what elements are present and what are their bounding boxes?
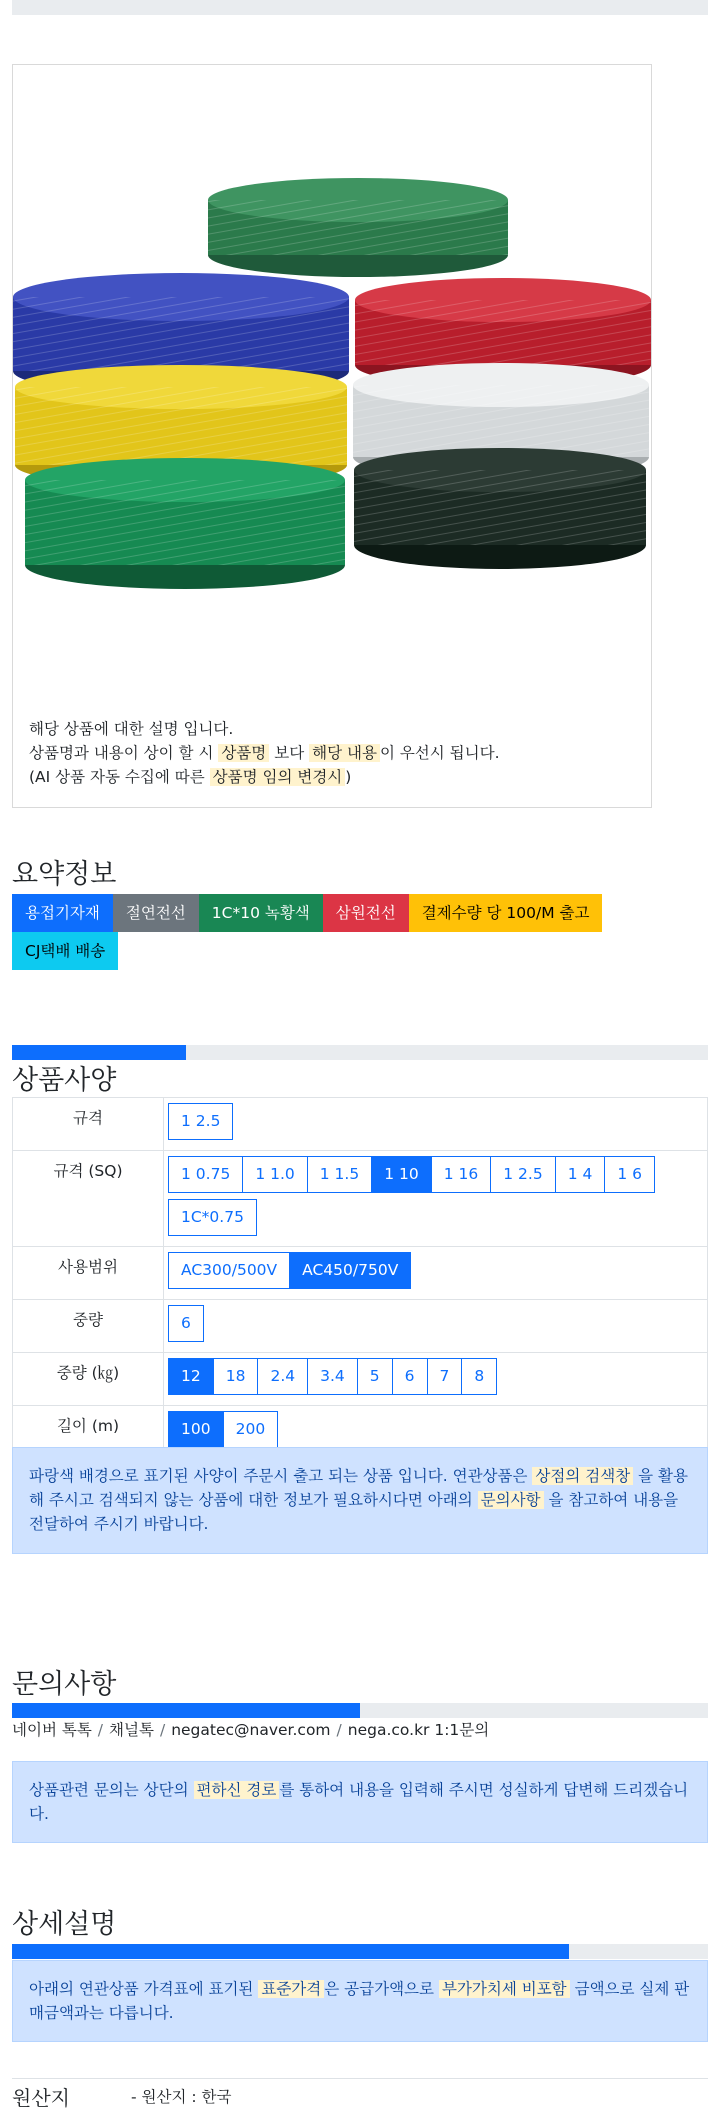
highlight-standard-price: 표준가격 xyxy=(258,1980,324,1998)
spec-option-button[interactable]: 1 1.5 xyxy=(307,1156,372,1193)
spec-option-button[interactable]: 1 1.0 xyxy=(242,1156,307,1193)
origin-divider xyxy=(12,2078,708,2079)
spec-key: 길이 (m) xyxy=(13,1406,164,1459)
spec-option-button[interactable]: 18 xyxy=(213,1358,259,1395)
detail-notice: 아래의 연관상품 가격표에 표기된 표준가격 은 공급가액으로 부가가치세 비포함 금액으로 실제 판매금액과는 다릅니다. xyxy=(12,1960,708,2042)
spec-key: 규격 xyxy=(13,1098,164,1151)
contact-links xyxy=(12,1718,489,1740)
highlight-inquiry: 문의사항 xyxy=(478,1491,544,1509)
highlight-content: 해당 내용 xyxy=(309,744,380,762)
spec-option-button[interactable]: 3.4 xyxy=(307,1358,358,1395)
spec-option-button[interactable]: 7 xyxy=(427,1358,463,1395)
spec-key: 사용범위 xyxy=(13,1247,164,1300)
contact-separator: / xyxy=(159,1721,166,1739)
highlight-store-search: 상점의 검색창 xyxy=(532,1467,633,1485)
spec-option-button[interactable]: 1 10 xyxy=(371,1156,432,1193)
spec-option-button[interactable]: 1 16 xyxy=(431,1156,492,1193)
contact-link[interactable]: 채널톡 xyxy=(109,1721,154,1739)
spec-key: 규격 (SQ) xyxy=(13,1151,164,1247)
spec-option-button[interactable]: 8 xyxy=(461,1358,497,1395)
summary-badge: CJ택배 배송 xyxy=(12,932,118,970)
summary-title: 요약정보 xyxy=(12,859,117,890)
origin-value: - 원산지 : 한국 xyxy=(131,2088,232,2106)
spec-option-button[interactable]: 1 4 xyxy=(555,1156,606,1193)
description-line-3: (AI 상품 자동 수집에 따른 상품명 임의 변경시 ) xyxy=(29,768,352,786)
product-photo-wire-rolls xyxy=(13,65,651,625)
spec-option-button[interactable]: AC300/500V xyxy=(168,1252,290,1289)
inquiry-progress-bar xyxy=(12,1703,708,1718)
detail-progress-fill xyxy=(12,1944,569,1959)
spec-option-button[interactable]: AC450/750V xyxy=(289,1252,411,1289)
summary-badge: 용접기자재 xyxy=(12,894,113,932)
spec-option-button[interactable]: 1 6 xyxy=(604,1156,655,1193)
detail-title: 상세설명 xyxy=(12,1909,117,1940)
spec-option-button[interactable]: 1 0.75 xyxy=(168,1156,243,1193)
highlight-product-name: 상품명 xyxy=(218,744,269,762)
product-description xyxy=(29,717,500,789)
spec-values xyxy=(164,1098,708,1151)
spec-row xyxy=(13,1247,708,1300)
contact-separator: / xyxy=(97,1721,104,1739)
spec-key: 중량 xyxy=(13,1300,164,1353)
summary-badge: 1C*10 녹황색 xyxy=(199,894,323,932)
spec-option-button[interactable]: 100 xyxy=(168,1411,224,1448)
highlight-preferred-route: 편하신 경로 xyxy=(194,1781,280,1799)
contact-separator: / xyxy=(336,1721,342,1739)
detail-progress-bar xyxy=(12,1944,708,1959)
inquiry-progress-fill xyxy=(12,1703,360,1718)
highlight-name-change: 상품명 임의 변경시 xyxy=(210,768,346,786)
spec-row xyxy=(13,1098,708,1151)
spec-notice: 파랑색 배경으로 표기된 사양이 주문시 출고 되는 상품 입니다. 연관상품은 상점의 검색창 을 활용해 주시고 검색되지 않는 상품에 대한 정보가 필요하시다면 아래의 문의사항 을 참고하여 내용을 전달하여 주시기 바랍니다. xyxy=(12,1447,708,1554)
inquiry-title: 문의사항 xyxy=(12,1669,117,1700)
summary-badge: 절연전선 xyxy=(113,894,199,932)
summary-badges xyxy=(12,894,652,970)
spec-row xyxy=(13,1353,708,1406)
spec-values xyxy=(164,1353,708,1406)
spec-table xyxy=(12,1097,708,1459)
spec-option-button[interactable]: 5 xyxy=(357,1358,393,1395)
summary-badge: 삼원전선 xyxy=(323,894,409,932)
spec-values xyxy=(164,1300,708,1353)
spec-row xyxy=(13,1300,708,1353)
spec-values xyxy=(164,1151,708,1247)
summary-badge: 결제수량 당 100/M 출고 xyxy=(409,894,603,932)
contact-link[interactable]: negatec@naver.com xyxy=(171,1721,331,1739)
spec-option-button[interactable]: 1C*0.75 xyxy=(168,1199,257,1236)
spec-progress-bar xyxy=(12,1045,708,1060)
product-card xyxy=(12,64,652,808)
inquiry-notice: 상품관련 문의는 상단의 편하신 경로 를 통하여 내용을 입력해 주시면 성실하게 답변해 드리겠습니다. xyxy=(12,1761,708,1843)
top-divider-bar xyxy=(12,0,708,15)
spec-row xyxy=(13,1151,708,1247)
spec-option-button[interactable]: 1 2.5 xyxy=(168,1103,233,1140)
spec-title: 상품사양 xyxy=(12,1065,117,1096)
origin-label: 원산지 xyxy=(12,2086,70,2110)
description-line-2: 상품명과 내용이 상이 할 시 상품명 보다 해당 내용 이 우선시 됩니다. xyxy=(29,744,500,762)
contact-link[interactable]: nega.co.kr 1:1문의 xyxy=(347,1721,490,1739)
spec-values xyxy=(164,1247,708,1300)
highlight-vat-excluded: 부가가치세 비포함 xyxy=(439,1980,570,1998)
spec-option-button[interactable]: 1 2.5 xyxy=(490,1156,555,1193)
spec-option-button[interactable]: 12 xyxy=(168,1358,214,1395)
contact-link[interactable]: 네이버 톡톡 xyxy=(12,1721,92,1739)
description-line-1: 해당 상품에 대한 설명 입니다. xyxy=(29,720,234,738)
spec-option-button[interactable]: 6 xyxy=(392,1358,428,1395)
spec-option-button[interactable]: 200 xyxy=(223,1411,279,1448)
spec-option-button[interactable]: 6 xyxy=(168,1305,204,1342)
spec-option-button[interactable]: 2.4 xyxy=(257,1358,308,1395)
spec-key: 중량 (㎏) xyxy=(13,1353,164,1406)
